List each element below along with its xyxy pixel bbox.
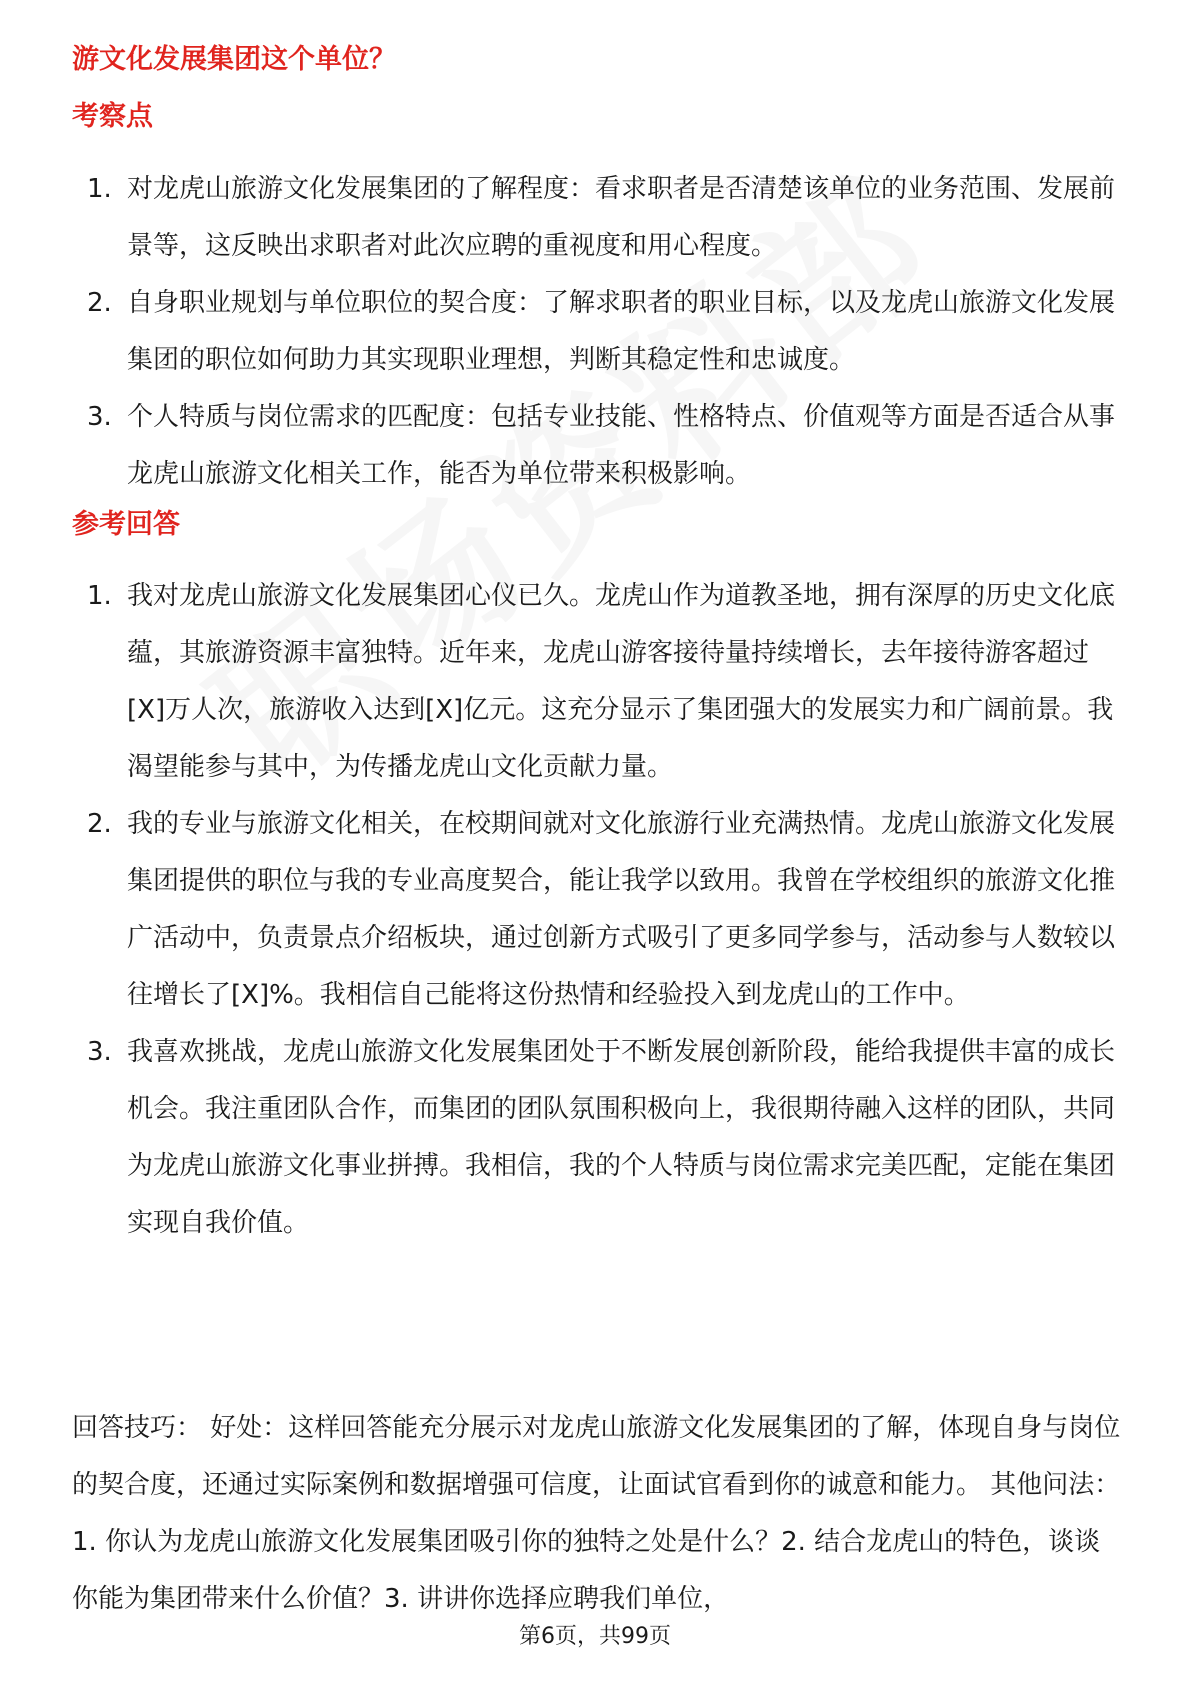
answer-tips-paragraph: 回答技巧： 好处：这样回答能充分展示对龙虎山旅游文化发展集团的了解，体现自身与岗位的契合度，还通过实际案例和数据增强可信度，让面试官看到你的诚意和能力。 其他问法：1. 你认为龙虎山旅游文化发展集团吸引你的独特之处是什么？2. 结合龙虎山的特色，谈谈你能为集团带来什么价值？3. 讲讲你选择应聘我们单位， (72, 1413, 1121, 1614)
list-item-text: 我喜欢挑战，龙虎山旅游文化发展集团处于不断发展创新阶段，能给我提供丰富的成长机会。我注重团队合作，而集团的团队氛围积极向上，我很期待融入这样的团队，共同为龙虎山旅游文化事业拼搏。我相信，我的个人特质与岗位需求完美匹配，定能在集团实现自我价值。 (127, 1037, 1116, 1238)
list-item (0, 275, 1190, 389)
list-item-number: 1. (87, 581, 112, 611)
list-item-text: 我的专业与旅游文化相关，在校期间就对文化旅游行业充满热情。龙虎山旅游文化发展集团提供的职位与我的专业高度契合，能让我学以致用。我曾在学校组织的旅游文化推广活动中，负责景点介绍板块，通过创新方式吸引了更多同学参与，活动参与人数较以往增长了[X]%。我相信自己能将这份热情和经验投入到龙虎山的工作中。 (127, 809, 1116, 1010)
list-item-number: 1. (87, 174, 112, 204)
list-item-text: 对龙虎山旅游文化发展集团的了解程度：看求职者是否清楚该单位的业务范围、发展前景等，这反映出求职者对此次应聘的重视度和用心程度。 (127, 174, 1116, 261)
list-item-number: 2. (87, 809, 112, 839)
list-item-number: 3. (87, 1037, 112, 1067)
list-item-text: 个人特质与岗位需求的匹配度：包括专业技能、性格特点、价值观等方面是否适合从事龙虎山旅游文化相关工作，能否为单位带来积极影响。 (127, 402, 1116, 489)
page-title: 游文化发展集团这个单位？ (72, 44, 396, 75)
list-item (0, 389, 1190, 503)
list-item-number: 3. (87, 402, 112, 432)
list-item-text: 我对龙虎山旅游文化发展集团心仪已久。龙虎山作为道教圣地，拥有深厚的历史文化底蕴，其旅游资源丰富独特。近年来，龙虎山游客接待量持续增长，去年接待游客超过[X]万人次，旅游收入达到[X]亿元。这充分显示了集团强大的发展实力和广阔前景。我渴望能参与其中，为传播龙虎山文化贡献力量。 (127, 581, 1116, 782)
list-item-text: 自身职业规划与单位职位的契合度：了解求职者的职业目标，以及龙虎山旅游文化发展集团的职位如何助力其实现职业理想，判断其稳定性和忠诚度。 (127, 288, 1116, 375)
list-item-number: 2. (87, 288, 112, 318)
list-item (0, 1024, 1190, 1252)
reference-answer-list (0, 568, 1190, 1252)
review-points-list (0, 161, 1190, 503)
section-title-review-points: 考察点 (72, 101, 153, 132)
list-item (0, 161, 1190, 275)
section-title-reference-answer: 参考回答 (72, 509, 180, 540)
list-item (0, 568, 1190, 796)
list-item (0, 796, 1190, 1024)
page-number-footer: 第6页，共99页 (519, 1624, 671, 1649)
